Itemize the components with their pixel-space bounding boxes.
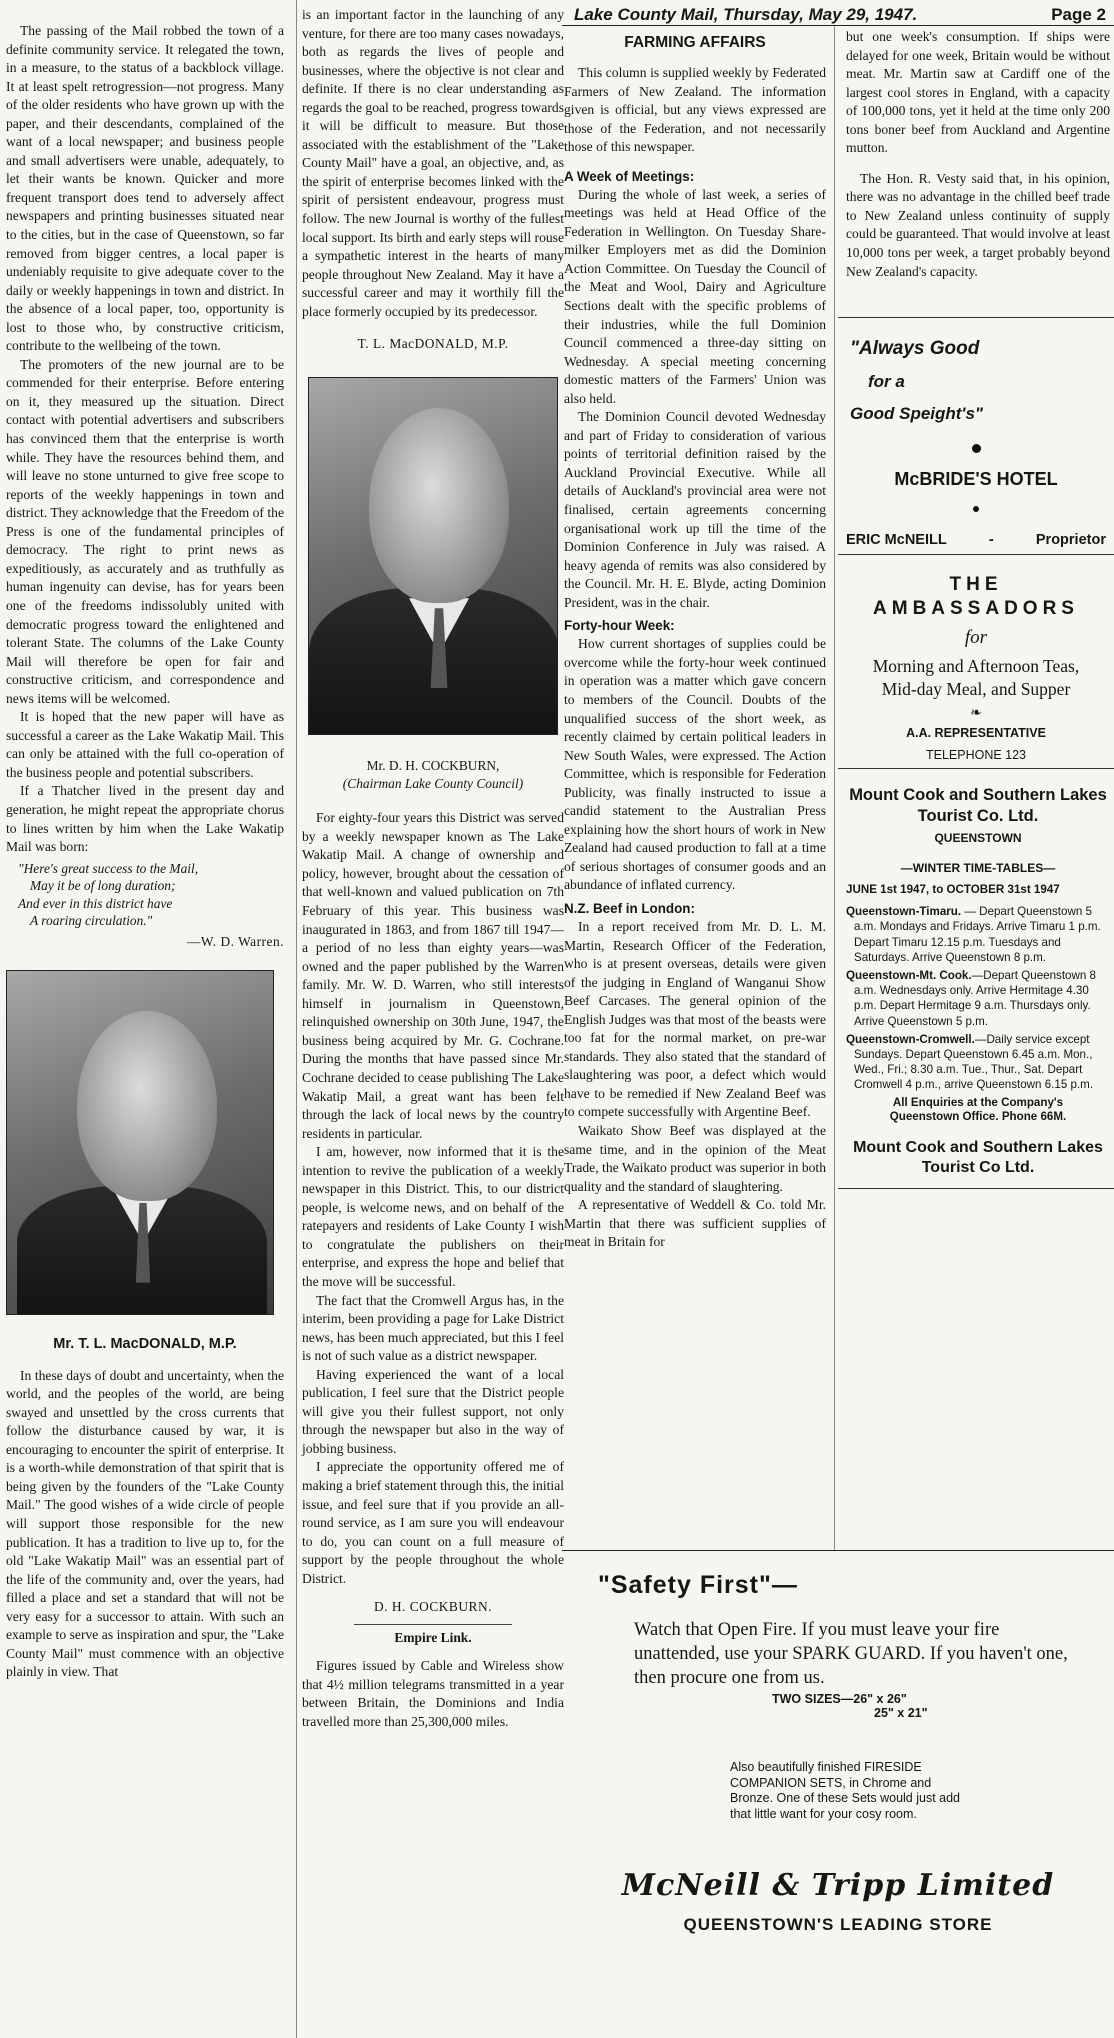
article-paragraph: How current shortages of supplies could be overcome while the forty-hour week continued in operation was a matter which gave concern to members of the Council. Doubts of the unqualified success of the short week, as recently claimed by certain political leaders in New South Wales, were expressed. The Action Committee, which is responsible for Federation Publicity, was finally instructed to issue a candid statement to the Australian Press explaining how the short hours of work in New Zealand had caused production to fall at a time of serious shortages of consumer goods and an abundance of inflated currency. (564, 636, 826, 893)
article-paragraph: The promoters of the new journal are to be commended for their enterprise. Before entering on it, they measured up the situation. Direct contact with potential advertisers and subscribers has convinced them that the enterprise is worth while. They have the resources behind them, and will leave no stone unturned to give free scope to reports of the weekly happenings in town and district. They acknowledge that the Freedom of the Press is one of the fundamental principles of democracy. The right to print news as expeditiously, as accurately and as truthfully as human ingenuity can devise, has for years been one of the freedoms indissolubly united with democratic progress toward the enlightened and tolerant State. The columns of the Lake County Mail will therefore be open for fair and constructive criticism, and correspondence and news items will be welcomed. (6, 356, 284, 706)
proprietor-name: ERIC McNEILL (846, 532, 947, 549)
subheading: A Week of Meetings: (564, 168, 695, 184)
route-name: Queenstown-Cromwell. (846, 1032, 975, 1046)
store-tagline: QUEENSTOWN'S LEADING STORE (683, 1915, 993, 1934)
poem-line: A roaring circulation." (30, 913, 153, 929)
article-paragraph: is an important factor in the launching of any venture, for there are too many cases nowadays, both as regards the lives of people and businesses, where the objective is not clear and definite. If there is no clear understanding as regards the goal to be reached, progress towards it will be difficult to measure. But those associated with the establishment of the "Lake County Mail" have a goal, an objective, and, as the spirit of enterprise becomes linked with the spirit of persistent endeavour, progress must follow. The new Journal is worthy of the fullest local support. Its birth and early steps will rouse a sympathetic interest in the hearts of many people throughout New Zealand. May it have a successful career and may it worthily fill the place formerly occupied by its predecessor. (302, 7, 564, 319)
column-2 (300, 0, 568, 2038)
subheading: N.Z. Beef in London: (564, 900, 695, 916)
ad-body: Watch that Open Fire. If you must leave your fire unattended, use your SPARK GUARD. If you haven't one, then procure one from us. (634, 1620, 1068, 1688)
article-paragraph: In a report received from Mr. D. L. M. Martin, Research Officer of the Federation, who is at present overseas, details were given of the judging in England of Wanganui Show Beef Carcases. The general opinion of the English Judges was that most of the beasts were too fat for the normal market, on pre-war standards. They also stated that the standard of slaughtering was poor, a defect which would have to be remedied if New Zealand Beef was to compete successfully with Argentine Beef. (564, 918, 826, 1120)
ad-line: Mid-day Meal, and Supper (881, 679, 1071, 700)
route-details: —Depart Queenstown 8 a.m. Wednesdays only. Arrive Hermitage 4.30 p.m. Depart Hermitage 9 a.m. Thursdays only. Arrive Queenstown 5 p.m. (854, 968, 1096, 1028)
signature: T. L. MacDONALD, M.P. (357, 336, 509, 352)
ad-title: THE AMBASSADORS (873, 574, 1079, 620)
section-heading: FARMING AFFAIRS (624, 34, 766, 51)
route-details: —Daily service except Sundays. Depart Queenstown 6.45 a.m. Mon., Wed., Fri.; 8.30 a.m. Tue., Thur., Sat. Depart Cromwell 4 p.m., arrive Queenstown 6.15 p.m. (854, 1032, 1094, 1092)
company-logo-text: Mount Cook and Southern Lakes Tourist Co Ltd. (853, 1138, 1103, 1176)
poem (6, 860, 284, 930)
ad-slogan: for a (868, 372, 905, 392)
mount-cook-ad (838, 769, 1114, 1188)
article-paragraph: I appreciate the opportunity offered me of making a brief statement through this, the initial issue, and feel sure that if you provide an all-round service, as I am sure you will endeavour to do, you can count on a full measure of support by the people throughout the whole District. (302, 1459, 564, 1586)
company-town: QUEENSTOWN (934, 831, 1022, 846)
ad-rep: A.A. REPRESENTATIVE (906, 726, 1046, 741)
masthead (562, 0, 1114, 26)
portrait-macdonald (6, 970, 274, 1315)
photo-caption-subtitle: (Chairman Lake County Council) (342, 776, 524, 792)
column-3 (562, 26, 832, 1550)
ornament-icon: ❧ (970, 706, 982, 722)
signature: —W. D. Warren. (186, 933, 284, 949)
route-item (846, 904, 1110, 965)
ad-for: for (964, 627, 988, 649)
enquiries: All Enquiries at the Company's Queenstown Office. Phone 66M. (889, 1095, 1067, 1123)
company-name: Mount Cook and Southern Lakes Tourist Co. Ltd. (849, 786, 1107, 826)
ad-slogan: "Always Good (850, 338, 980, 360)
route-item (846, 968, 1110, 1029)
article-paragraph: For eighty-four years this District was served by a weekly newspaper known as The Lake Wakatip Mail. A change of ownership and policy, however, brought about the cessation of that well-known and valued publication on 7th February of this year. This business was inaugurated in 1863, and from 1867 till 1947—a period of no less than eighty years—was owned and the paper published by the Warren family. Mr. W. D. Warren, who still interests himself in journalism in Queenstown, relinquished ownership on 30th June, 1947, the business being acquired by Mr. G. Cochrane. During the months that have passed since Mr. Cochrane decided to cease publishing The Lake Wakatip Mail, a great want has been felt through the lack of local news by the country residents in particular. (302, 810, 564, 1141)
ad-slogan: Good Speight's" (850, 404, 983, 424)
article-paragraph: A representative of Weddell & Co. told Mr. Martin that there was sufficient supplies of meat in Britain for (564, 1197, 826, 1250)
mcneill-tripp-ad (562, 1550, 1114, 2038)
ambassadors-ad (838, 555, 1114, 769)
photo-caption: Mr. T. L. MacDONALD, M.P. (53, 1335, 237, 1352)
portrait-cockburn (308, 377, 558, 735)
article-paragraph: but one week's consumption. If ships were delayed for one week, Britain would be without meat. Mr. Martin saw at Cardiff one of the largest cool stores in England, with a capacity of 100,000 tons, yet it held at the time only 200 tons boner beef from Auckland and Argentine mutton. (846, 29, 1110, 156)
speights-ad (838, 318, 1114, 555)
proprietor-label: Proprietor (1035, 532, 1106, 549)
article-paragraph: Waikato Show Beef was displayed at the same time, and in the opinion of the Meat Trade, the Waikato product was superior in both quality and the standard of slaughtering. (564, 1122, 826, 1194)
article-paragraph: During the whole of last week, a series of meetings was held at Head Office of the Federation in Wellington. On Tuesday Share-milker Employers met as did the Dominion Action Committee. On Tuesday the Council of the Meat and Wool, Dairy and Agriculture Sections dealt with the specific problems of their industries, while the full Dominion Council commenced a three-day sitting on Wednesday. A special meeting concerning domestic matters of the Farmers' Union was also held. (564, 186, 826, 406)
route-name: Queenstown-Timaru. (846, 905, 962, 919)
signature: D. H. COCKBURN. (374, 1599, 492, 1615)
subheading: Forty-hour Week: (564, 618, 675, 634)
timetable-heading: —WINTER TIME-TABLES— (900, 861, 1056, 876)
poem-line: "Here's great success to the Mail, (18, 860, 199, 876)
page-number: Page 2 (1051, 5, 1106, 24)
article-paragraph: Having experienced the want of a local publication, I feel sure that the District people will give you their fullest support, not only through the newspaper but also in the way of jobbing business. (302, 1366, 564, 1456)
separator-dash: - (988, 532, 994, 549)
article-paragraph: It is hoped that the new paper will have as successful a career as the Lake Wakatip Mail. This can only be attained with the full co-operation of the business people and potential subscribers. (6, 709, 284, 780)
article-paragraph: If a Thatcher lived in the present day and generation, he might repeat the appropriate chorus to lines written by him when the Lake Wakatip Mail was born: (6, 783, 284, 855)
route-name: Queenstown-Mt. Cook. (846, 968, 972, 982)
column-4 (838, 26, 1114, 1550)
route-details: — Depart Queenstown 5 a.m. Mondays and Fridays. Arrive Timaru 1 p.m. Depart Timaru 12.15 p.m. Tuesdays and Saturdays. Arrive Queenstown 8 p.m. (854, 905, 1101, 964)
ad-phone: TELEPHONE 123 (925, 748, 1027, 763)
route-item (846, 1032, 1110, 1093)
article-paragraph: The Hon. R. Vesty said that, in his opinion, there was no advantage in the chilled beef trade to New Zealand unless continuity of supply could be guaranteed. That would involve at least 10,000 tons per week, a target probably beyond New Zealand's capacity. (846, 170, 1110, 279)
subheading: Empire Link. (394, 1630, 472, 1646)
column-1 (6, 0, 290, 2038)
poem-line: And ever in this district have (18, 895, 173, 911)
ad-headline: "Safety First"— (598, 1571, 798, 1599)
article-paragraph: This column is supplied weekly by Federated Farmers of New Zealand. The information given is official, but any views expressed are those of the Federation, and not necessarily those of this newspaper. (564, 65, 826, 155)
photo-caption: Mr. D. H. COCKBURN, (366, 758, 500, 774)
ad-also: Also beautifully finished FIRESIDE COMPANION SETS, in Chrome and Bronze. One of these Sets would just add that little want for your cosy room. (730, 1760, 960, 1821)
article-paragraph: The fact that the Cromwell Argus has, in the interim, been providing a page for Lake District news, has been much appreciated, but this I feel is not of such value as a district newspaper. (302, 1292, 564, 1364)
hotel-name: McBRIDE'S HOTEL (894, 469, 1058, 490)
article-paragraph: Figures issued by Cable and Wireless show that 4½ million telegrams transmitted in a year between Britain, the Dominions and India travelled more than 25,300,000 miles. (302, 1658, 564, 1729)
masthead-title: Lake County Mail, Thursday, May 29, 1947. (574, 5, 918, 24)
poem-line: May it be of long duration; (30, 878, 176, 894)
article-paragraph: The Dominion Council devoted Wednesday and part of Friday to consideration of various points of territorial definition raised by the Auckland Provincial Executive. While all details of Auckland's provincial area were not finalised, certain agreements concerning organisational work up till the time of the Dominion Conference in July was raised. A heavy agenda of remits was also considered by the Council. Mr. H. E. Blyde, acting Dominion President, was in the chair. (564, 409, 826, 610)
store-logo: McNeill & Tripp Limited (621, 1868, 1055, 1903)
article-paragraph: I am, however, now informed that it is the intention to revive the publication of a weekly newspaper in this District. This, to our district people, is welcome news, and on behalf of the ratepayers and residents of Lake County I wish to congratulate the publishers on their enterprise, and express the hope and belief that the move will be successful. (302, 1144, 564, 1289)
ad-line: Morning and Afternoon Teas, (872, 656, 1080, 677)
timetable-dates: JUNE 1st 1947, to OCTOBER 31st 1947 (846, 883, 1060, 897)
ad-size: TWO SIZES—26" x 26" (772, 1692, 907, 1706)
ad-size: 25" x 21" (874, 1706, 928, 1720)
article-paragraph: In these days of doubt and uncertainty, when the world, and the peoples of the world, are being swayed and unsettled by the cross currents that follow the disturbance caused by war, it is encouraging to encounter the spirit of enterprise. It is a worth-while demonstration of that spirit that is being given by the founders of the "Lake County Mail." The good wishes of a wide circle of people will support those responsible for the new publication. It has a tradition to live up to, for the old "Lake Wakatip Mail" was an essential part of the life of the community and, over the years, had filled a place and set a standard that will not be very easy for a successor to attain. With such an example to serve as inspiration and spur, the "Lake County Mail" must commence with an objective plainly in view. That (6, 1367, 284, 1680)
article-paragraph: The passing of the Mail robbed the town of a definite community service. It relegated the town, in a measure, to the status of a backblock village. It at least spelt retrogression—not progress. Many of the older residents who have grown up with the paper, and their descendants, complained of the want of a local newspaper; and business people and small advertisers were unable, adequately, to let their wants be known. Quicker and more frequent transport does tend to adversely affect newspapers and printing businesses situated near to the cities, but in the case of Queenstown, so far removed from bigger centres, a local paper is undeniably requisite to give adequate cover to the daily or weekly happenings in town and district. In the absence of a local paper, too, opportunity is lost to those who, by constructive criticism, contribute to the wellbeing of the town. (6, 23, 284, 354)
